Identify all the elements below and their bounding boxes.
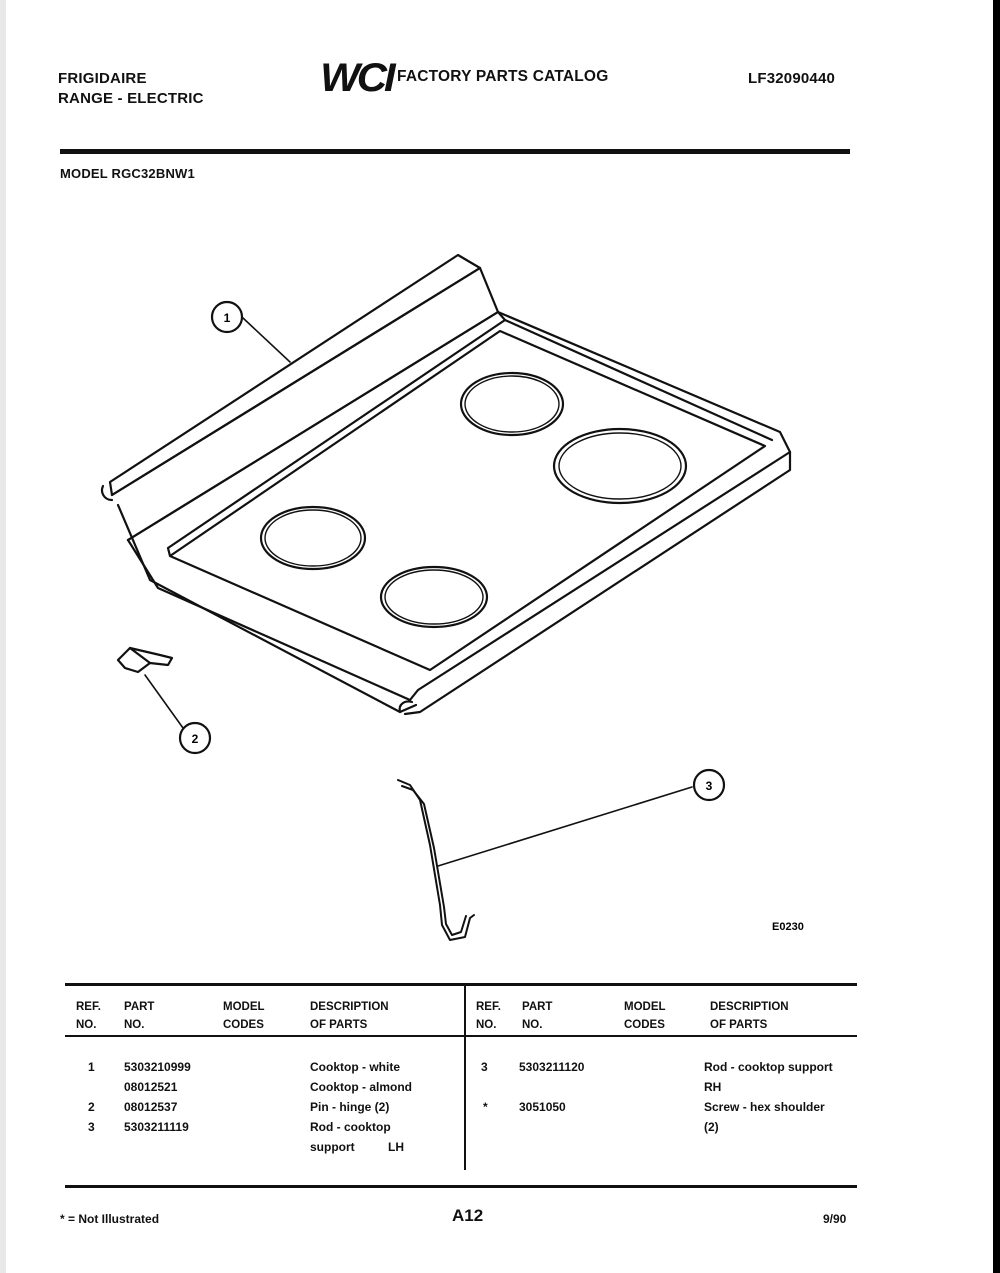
description: Cooktop - almond [310,1080,412,1094]
part-no: 5303210999 [124,1060,191,1074]
ref-no: 1 [88,1060,95,1074]
header-ref-no: REF. NO. [76,1001,101,1031]
catalog-number: LF32090440 [748,70,836,87]
brand-name: FRIGIDAIRE [58,70,147,87]
leader-line-1 [243,318,290,362]
part-no: 08012521 [124,1080,178,1094]
ref-no: 3 [481,1060,488,1074]
part-no: 08012537 [124,1100,178,1114]
header-part-no: PART NO. [522,1001,553,1031]
description: Pin - hinge (2) [310,1100,390,1114]
header-model-codes: MODEL CODES [624,1001,666,1031]
part-no: 5303211120 [519,1060,585,1074]
part-no: 5303211119 [124,1120,189,1134]
header-ref-no: REF. NO. [476,1001,501,1031]
leader-line-2 [145,675,183,728]
part-no: 3051050 [519,1100,566,1114]
description: support LH [310,1140,404,1154]
header-part-no: PART NO. [124,1001,155,1031]
header-model-codes: MODEL CODES [223,1001,265,1031]
description: Screw - hex shoulder [704,1100,825,1114]
description: RH [704,1080,722,1094]
callout-number-2: 2 [191,732,199,746]
burner-opening-rear-right-inner [465,376,559,432]
table-top-rule [65,983,857,986]
burner-opening-front-left-inner [385,570,483,624]
figure-code: E0230 [772,921,804,933]
callout-number-3: 3 [705,779,713,793]
ref-no: 2 [88,1100,95,1114]
wci-logo: WCI [320,56,393,100]
cooktop-back-panel [102,255,498,540]
model-label: MODEL RGC32BNW1 [60,166,195,181]
header-description: DESCRIPTION OF PARTS [310,1001,389,1031]
description: Rod - cooktop [310,1120,391,1134]
burner-opening-front-right-inner [559,433,681,499]
description: (2) [704,1120,719,1134]
leader-line-3 [438,787,692,866]
hinge-pin [118,648,172,672]
catalog-title: FACTORY PARTS CATALOG [397,68,609,85]
cooktop-surface [118,312,790,714]
burner-opening-front-left [381,567,487,627]
burner-opening-rear-left-inner [265,510,361,566]
description: Rod - cooktop support [704,1060,833,1074]
revision-date: 9/90 [823,1212,847,1226]
table-divider [464,985,466,1170]
cooktop-support-rod [398,780,474,940]
header-description: DESCRIPTION OF PARTS [710,1001,789,1031]
page-number: A12 [452,1206,484,1225]
burner-opening-rear-right [461,373,563,435]
burner-opening-front-right [554,429,686,503]
product-type: RANGE - ELECTRIC [58,90,204,107]
not-illustrated-note: * = Not Illustrated [60,1212,160,1226]
table-header-rule [65,1035,857,1037]
ref-no: * [483,1100,488,1114]
burner-opening-rear-left [261,507,365,569]
description: Cooktop - white [310,1060,400,1074]
table-bottom-rule [65,1185,857,1188]
callout-number-1: 1 [223,311,231,325]
ref-no: 3 [88,1120,95,1134]
